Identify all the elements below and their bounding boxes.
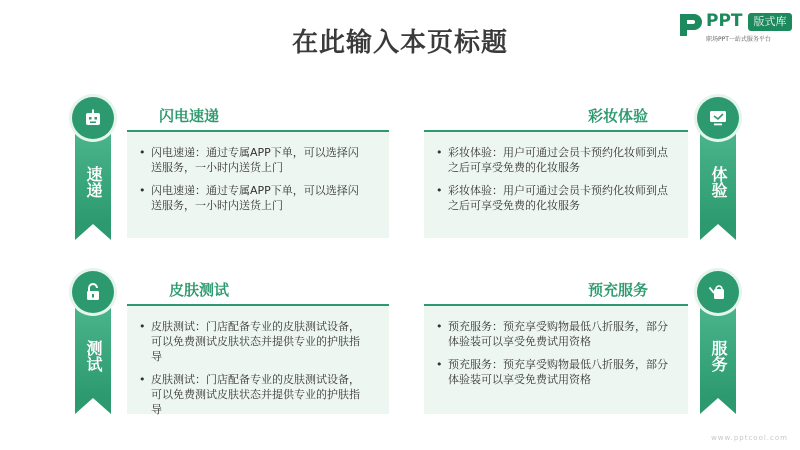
- ribbon-label-skin: 测试: [84, 340, 103, 372]
- robot-icon: [83, 108, 103, 128]
- watering-can-icon-badge: [697, 271, 739, 313]
- list-item: • 皮肤测试：门店配备专业的皮肤测试设备，可以免费测试皮肤状态并提供专业的护肤指导: [139, 372, 369, 417]
- panel-card-prepaid: [424, 306, 688, 414]
- list-item: • 彩妆体验：用户可通过会员卡预约化妆师到点之后可享受免费的化妆服务: [436, 145, 672, 175]
- ribbon-label-prepaid: 服务: [709, 340, 728, 372]
- panel-title-makeup: 彩妆体验: [587, 107, 648, 125]
- bullet-list-skin: [139, 319, 369, 425]
- panel-header-express: [127, 100, 389, 132]
- page-title: 在此输入本页标题: [291, 28, 508, 58]
- watermark: www.pptcool.com: [711, 434, 788, 442]
- logo: [676, 10, 794, 44]
- bullet-list-prepaid: [436, 319, 672, 395]
- lock-icon-badge: [72, 271, 114, 313]
- panel-header-prepaid: [424, 274, 688, 306]
- logo-brand: PPT: [706, 11, 743, 31]
- lock-icon: [83, 282, 103, 302]
- panel-title-prepaid: 预充服务: [587, 281, 648, 299]
- panel-title-skin: 皮肤测试: [169, 281, 230, 299]
- ribbon-label-makeup: 体验: [709, 166, 728, 198]
- panel-card-express: [127, 132, 389, 238]
- logo-mark-icon: [676, 10, 706, 40]
- logo-badge: 版式库: [748, 13, 792, 31]
- list-item: • 闪电速递：通过专属APP下单，可以选择闪送服务，一小时内送货上门: [139, 183, 359, 213]
- ribbon-label-express: 速递: [84, 166, 103, 198]
- robot-icon-badge: [72, 97, 114, 139]
- monitor-icon-badge: [697, 97, 739, 139]
- monitor-icon: [708, 108, 728, 128]
- list-item: • 预充服务：预充享受购物最低八折服务，部分体验装可以享受免费试用资格: [436, 357, 672, 387]
- watering-can-icon: [708, 282, 728, 302]
- panel-card-makeup: [424, 132, 688, 238]
- bullet-list-makeup: [436, 145, 672, 221]
- panel-title-express: 闪电速递: [159, 107, 220, 125]
- list-item: • 皮肤测试：门店配备专业的皮肤测试设备，可以免费测试皮肤状态并提供专业的护肤指导: [139, 319, 369, 364]
- logo-tagline: 职场PPT一站式服务平台: [706, 36, 771, 43]
- list-item: • 彩妆体验：用户可通过会员卡预约化妆师到点之后可享受免费的化妆服务: [436, 183, 672, 213]
- panel-header-makeup: [424, 100, 688, 132]
- panel-card-skin: [127, 306, 389, 414]
- list-item: • 闪电速递：通过专属APP下单，可以选择闪送服务，一小时内送货上门: [139, 145, 359, 175]
- panel-header-skin: [127, 274, 389, 306]
- list-item: • 预充服务：预充享受购物最低八折服务，部分体验装可以享受免费试用资格: [436, 319, 672, 349]
- bullet-list-express: [139, 145, 359, 221]
